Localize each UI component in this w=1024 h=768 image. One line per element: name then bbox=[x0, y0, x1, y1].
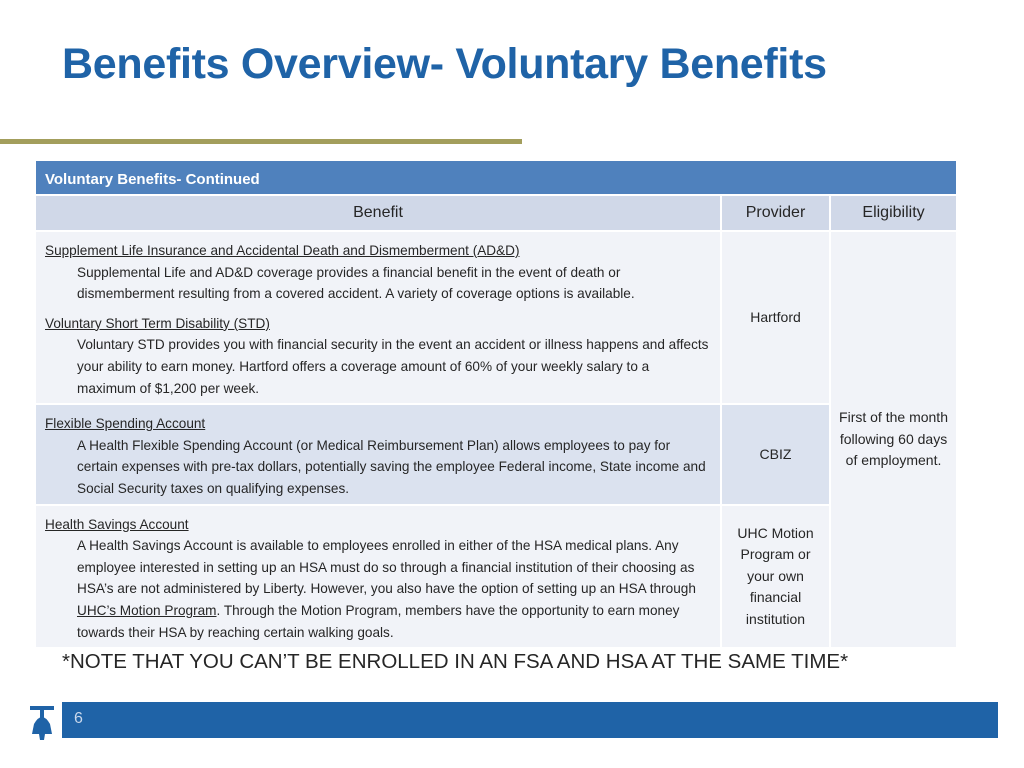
bell-logo-icon bbox=[24, 700, 60, 744]
benefit-cell bbox=[35, 231, 721, 404]
provider-cell-hartford: Hartford bbox=[721, 231, 830, 404]
column-header-eligibility: Eligibility bbox=[830, 195, 957, 231]
table-row bbox=[35, 404, 957, 504]
benefit-title-hsa: Health Savings Account bbox=[45, 516, 189, 532]
fsa-hsa-note: *NOTE THAT YOU CAN’T BE ENROLLED IN AN FSA AND HSA AT THE SAME TIME* bbox=[62, 650, 849, 673]
benefit-description-hsa: A Health Savings Account is available to employees enrolled in either of the HSA medical plans. Any employee interested in setting up an HSA must do so through a financial institution of their choosing as HSA’s are not administered by Liberty. However, you also have the option of setting up an HSA through UHC’s Motion Program. Through the Motion Program, members have the opportunity to earn money towards their HSA by reaching certain walking goals. bbox=[77, 538, 696, 640]
benefit-description-fsa: A Health Flexible Spending Account (or Medical Reimbursement Plan) allows employees to pay for certain expenses with pre-tax dollars, potentially saving the employee Federal income, State income and Social Security taxes on qualifying expenses. bbox=[77, 437, 706, 496]
table-row bbox=[35, 231, 957, 404]
table-caption: Voluntary Benefits- Continued bbox=[35, 160, 957, 195]
title-divider bbox=[0, 139, 522, 144]
voluntary-benefits-table bbox=[34, 159, 958, 649]
page-number: 6 bbox=[74, 710, 83, 727]
footer-bar bbox=[62, 702, 998, 738]
uhc-motion-program-link[interactable]: UHC’s Motion Program bbox=[77, 602, 217, 618]
table-row bbox=[35, 505, 957, 649]
provider-cell-uhc: UHC Motion Program or your own financial institution bbox=[721, 505, 830, 649]
eligibility-cell bbox=[830, 231, 957, 648]
column-header-provider: Provider bbox=[721, 195, 830, 231]
benefit-description-std: Voluntary STD provides you with financial security in the event an accident or illness happens and affects your ability to earn money. Hartford offers a coverage amount of 60% of your weekly salary to a maximum of $1,200 per week. bbox=[77, 337, 709, 396]
benefit-title-std: Voluntary Short Term Disability (STD) bbox=[45, 315, 270, 331]
benefit-title-life-add: Supplement Life Insurance and Accidental Death and Dismemberment (AD&D) bbox=[45, 243, 520, 258]
benefit-title-fsa: Flexible Spending Account bbox=[45, 416, 206, 432]
page-title: Benefits Overview- Voluntary Benefits bbox=[62, 40, 827, 88]
column-header-benefit: Benefit bbox=[35, 195, 721, 231]
eligibility-text: First of the month following 60 days of employment. bbox=[839, 409, 948, 469]
benefit-description-life-add: Supplemental Life and AD&D coverage provides a financial benefit in the event of death or dismemberment resulting from a covered accident. A variety of coverage options is available. bbox=[77, 264, 635, 302]
benefit-cell bbox=[35, 404, 721, 504]
provider-cell-cbiz: CBIZ bbox=[721, 404, 830, 504]
benefit-cell bbox=[35, 505, 721, 649]
